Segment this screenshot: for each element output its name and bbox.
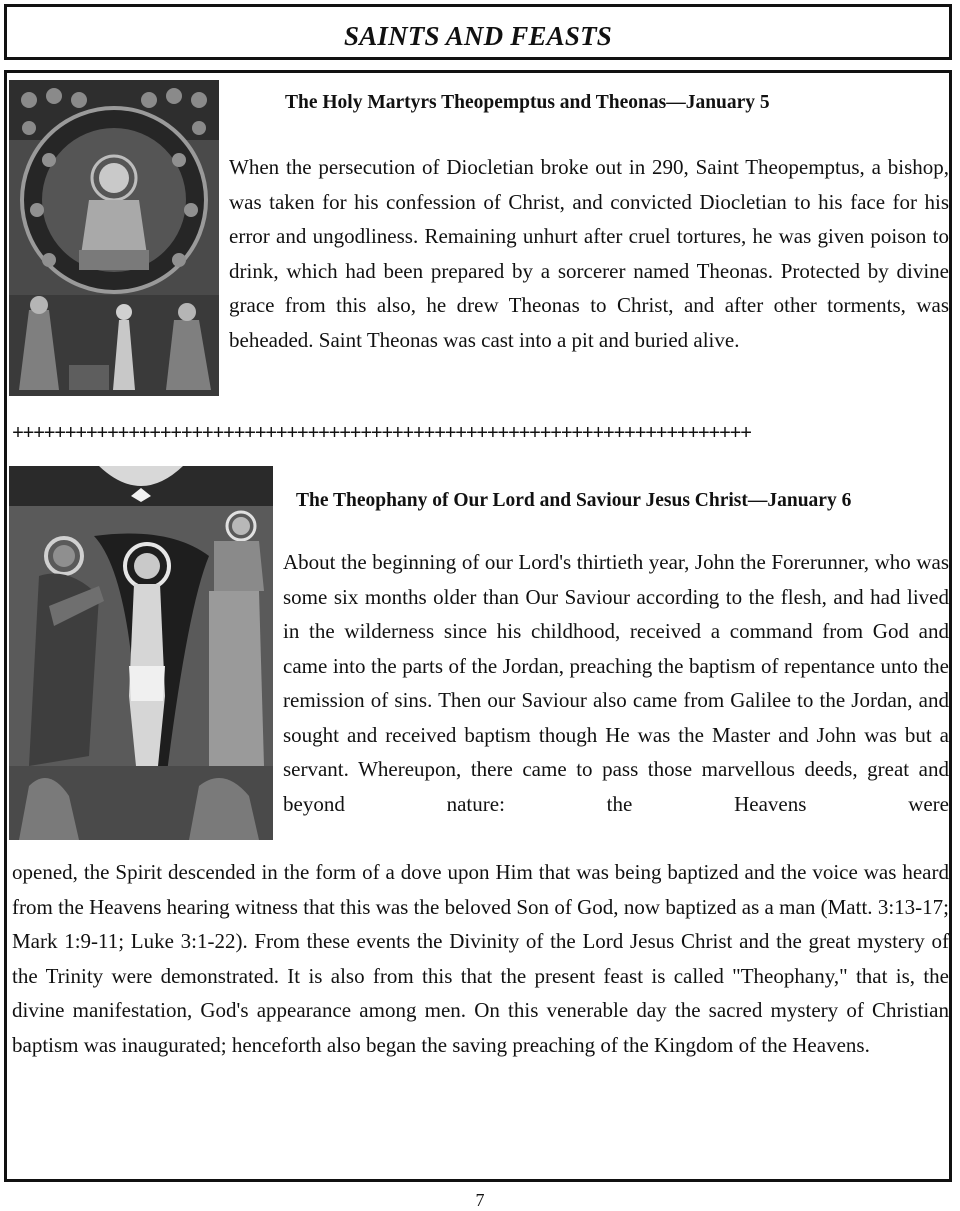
header-box [4, 4, 952, 60]
article-title-theophany: The Theophany of Our Lord and Saviour Jesus Christ—January 6 [296, 490, 852, 511]
article-body-theophany-full: opened, the Spirit descended in the form of a dove upon Him that was being baptized and the voice was heard from the Heavens hearing witness that this was the beloved Son of God, now baptized as a man (Matt. 3:13-17; Mark 1:9-11; Luke 3:1-22). From these events the Divinity of the Lord Jesus Christ and the great mystery of the Trinity were demonstrated. It is also from this that the present feast is called "Theophany," that is, the divine manifestation, God's appearance among men. On this venerable day the sacred mystery of Christian baptism was inaugurated; henceforth also began the saving preaching of the Kingdom of the Heavens. [12, 860, 949, 1057]
icon-of-theophany-image [9, 466, 273, 840]
page-number: 7 [475, 1190, 485, 1210]
section-separator: ++++++++++++++++++++++++++++++++++++++++++++++++++++++++++++++++++++++ [12, 423, 751, 446]
icon-of-martyrs-image [9, 80, 219, 396]
page-title: SAINTS AND FEASTS [344, 21, 612, 51]
article-body-martyrs: When the persecution of Diocletian broke out in 290, Saint Theopemptus, a bishop, was taken for his confession of Christ, and convicted Diocletian to his face for his error and ungodliness. Remaining unhurt after cruel tortures, he was given poison to drink, which had been prepared by a sorcerer named Theonas. Protected by divine grace from this also, he drew Theonas to Christ, and after other torments, was beheaded. Saint Theonas was cast into a pit and buried alive. [229, 155, 949, 352]
article-title-martyrs: The Holy Martyrs Theopemptus and Theonas—January 5 [285, 92, 770, 113]
article-body-theophany-wrapped: About the beginning of our Lord's thirtieth year, John the Forerunner, who was some six months older than Our Saviour according to the flesh, and had lived in the wilderness since his childhood, received a command from God and came into the parts of the Jordan, preaching the baptism of repentance unto the remission of sins. Then our Saviour also came from Galilee to the Jordan, and sought and received baptism though He was the Master and John was but a servant. Whereupon, there came to pass those marvellous deeds, great and beyond nature: the Heavens were [283, 550, 949, 816]
